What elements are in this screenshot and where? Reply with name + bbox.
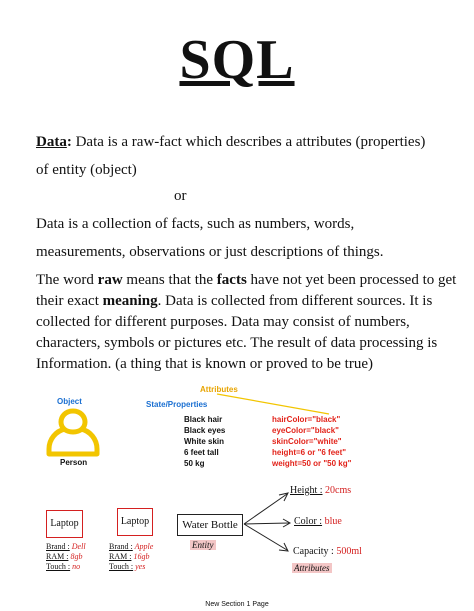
spec-value: yes: [133, 562, 146, 571]
page-title: SQL: [179, 29, 295, 91]
attributes-label: Attributes: [200, 385, 238, 394]
text-run: . Data is collected from different sources. It is: [157, 293, 433, 309]
spec-key: Touch :: [46, 562, 71, 571]
capacity-attribute: [293, 546, 362, 557]
bottle-arrows: [243, 488, 293, 554]
attribute-value: eyeColor="black": [272, 426, 339, 435]
property-item: 6 feet tall: [184, 448, 219, 457]
property-item: 50 kg: [184, 459, 205, 468]
laptop-box-1: Laptop: [46, 510, 83, 538]
attributes-tag: Attributes: [294, 563, 330, 573]
attribute-value: hairColor="black": [272, 415, 341, 424]
page-footer: New Section 1 Page: [205, 601, 269, 608]
spec-value: no: [70, 562, 81, 571]
data-term: Data: [36, 134, 67, 150]
laptop-2-specs: [109, 542, 153, 572]
person-icon: [44, 407, 102, 459]
raw-paragraph-line1: [36, 272, 456, 289]
spec-key: RAM :: [46, 552, 69, 561]
collection-line2: measurements, observations or just descriptions of things.: [36, 244, 384, 260]
attribute-value: height=6 or "6 feet": [272, 448, 347, 457]
collection-line1: Data is a collection of facts, such as numbers, words,: [36, 216, 355, 232]
data-definition-line2: of entity (object): [36, 162, 137, 178]
spec-key: Brand :: [46, 542, 70, 551]
facts-term: facts: [216, 272, 247, 288]
property-list: [184, 414, 225, 469]
attr-value: blue: [322, 516, 342, 527]
attr-value: 500ml: [333, 546, 362, 557]
spec-value: 8gb: [68, 552, 83, 561]
laptop-1-specs: [46, 542, 86, 572]
spec-value: 16gb: [131, 552, 150, 561]
text-run: their exact: [36, 293, 103, 309]
color-attribute: [294, 516, 342, 527]
spec-key: RAM :: [109, 552, 132, 561]
raw-paragraph-line3: collected for different purposes. Data may consist of numbers,: [36, 314, 410, 330]
laptop-box-2: Laptop: [117, 508, 153, 536]
text-run: means that the: [122, 272, 217, 288]
data-definition-line1: [36, 134, 425, 151]
person-label: Person: [60, 458, 88, 467]
raw-paragraph-line4: characters, symbols or pictures etc. The result of data processing is: [36, 335, 438, 351]
attr-key: Height :: [290, 485, 323, 496]
raw-term: raw: [97, 272, 123, 288]
attr-key: Color :: [294, 516, 323, 527]
attribute-value: weight=50 or "50 kg": [272, 459, 352, 468]
raw-paragraph-line2: [36, 293, 432, 310]
raw-paragraph-line5: Information. (a thing that is known or proved to be true): [36, 356, 374, 372]
attr-value: 20cms: [322, 485, 352, 496]
attribute-value-list: [272, 414, 351, 469]
property-item: White skin: [184, 437, 225, 446]
property-item: Black hair: [184, 415, 223, 424]
height-attribute: [290, 485, 351, 496]
or-separator: or: [174, 188, 187, 204]
data-definition-text: Data is a raw-fact which describes a attributes (properties): [71, 134, 426, 150]
attr-key: Capacity :: [293, 546, 334, 557]
text-run: have not yet been processed to get: [246, 272, 457, 288]
entity-tag: Entity: [192, 540, 214, 550]
data-colon: :: [66, 134, 72, 150]
spec-key: Touch :: [109, 562, 134, 571]
object-label: Object: [57, 397, 82, 406]
state-properties-label: State/Properties: [146, 400, 208, 409]
spec-value: Dell: [69, 542, 86, 551]
meaning-term: meaning: [102, 293, 158, 309]
text-run: The word: [36, 272, 98, 288]
attribute-value: skinColor="white": [272, 437, 342, 446]
property-item: Black eyes: [184, 426, 226, 435]
water-bottle-box: Water Bottle: [177, 514, 243, 536]
spec-value: Apple: [132, 542, 154, 551]
spec-key: Brand :: [109, 542, 133, 551]
